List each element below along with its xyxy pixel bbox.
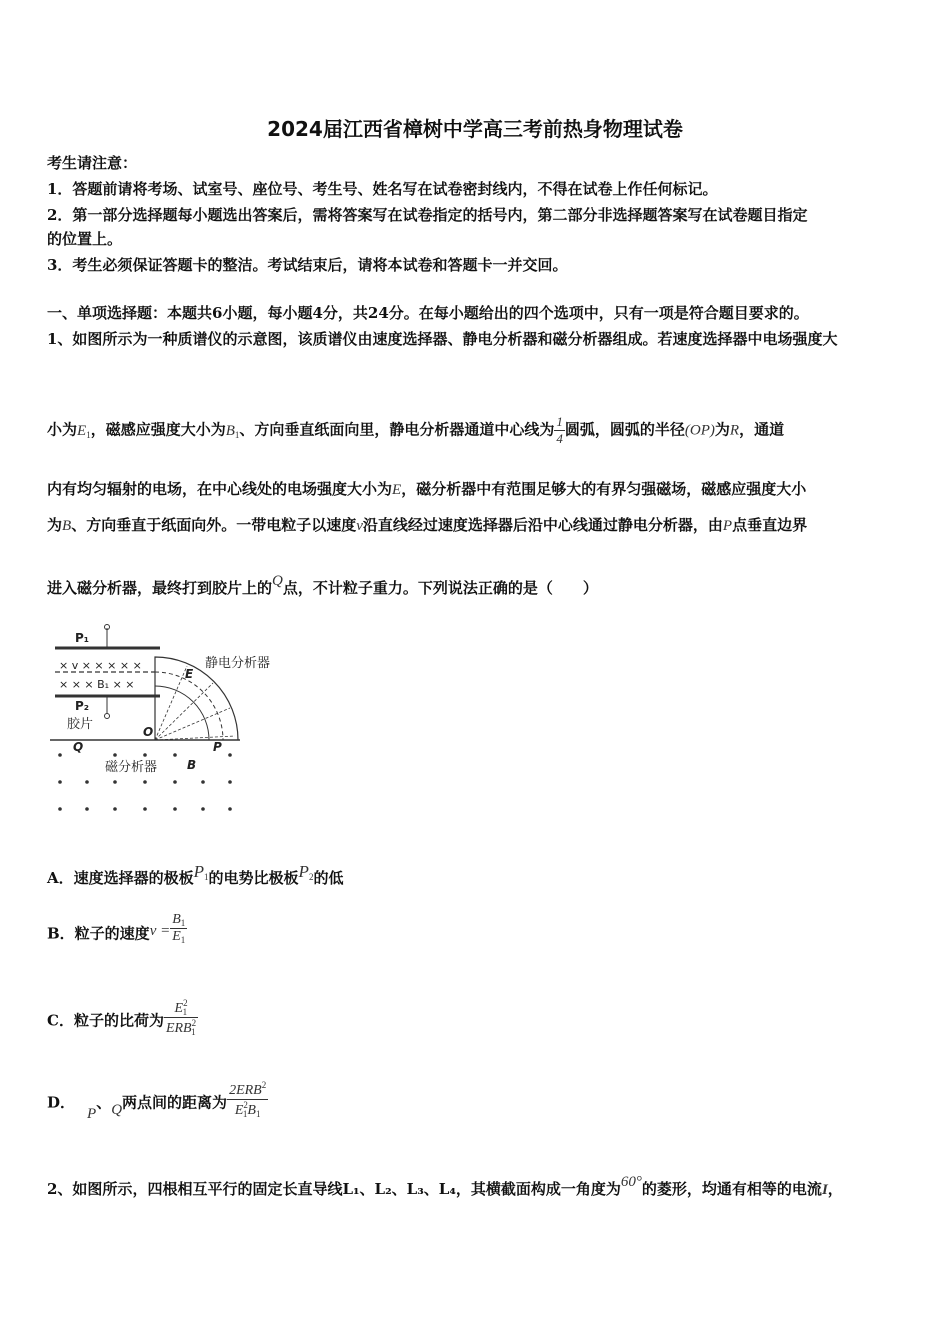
math-op: (OP) <box>684 422 715 439</box>
notice-item-1: 1．答题前请将考场、试室号、座位号、考生号、姓名写在试卷密封线内，不得在试卷上作任何标记。 <box>47 180 718 198</box>
label-q: Q <box>73 740 84 754</box>
math-B1: $B_1$ <box>225 422 240 440</box>
math-q: Q <box>272 573 283 589</box>
math-e: E <box>392 482 402 498</box>
label-film: 胶片 <box>67 717 94 732</box>
math-q-d: Q <box>111 1101 123 1118</box>
math-p: P <box>722 518 733 534</box>
cross-row-1: × v × × × × × <box>59 659 142 672</box>
math-b1-over-e1: $\frac{B_1}{E_1}$ <box>172 912 186 945</box>
notice-heading: 考生请注意： <box>47 154 138 172</box>
math-p2: $P_2$ <box>298 862 314 882</box>
option-d: D．P、Q两点间的距离为 $\frac{2ERB^2}{E^2_1B_1}$ <box>47 1080 267 1122</box>
math-p-d: P <box>87 1105 97 1122</box>
label-magnetic: 磁分析器 <box>105 760 158 775</box>
option-b: B．粒子的速度v = $\frac{B_1}{E_1}$ <box>47 912 186 945</box>
math-p1: $P_1$ <box>193 862 209 882</box>
notice-item-2: 2．第一部分选择题每小题选出答案后，需将答案写在试卷指定的括号内，第二部分非选择题答案写在试卷题目指定 <box>47 206 808 224</box>
q1-line-2: 小为$E_1$，磁感应强度大小为$B_1$、方向垂直纸面向里，静电分析器通道中心线为 $\frac{1}{4}$ 圆弧，圆弧的半径(OP)为R，通道 <box>47 414 785 446</box>
math-distance: $\frac{2ERB^2}{E^2_1B_1}$ <box>229 1080 267 1119</box>
page-title: 2024届江西省樟树中学高三考前热身物理试卷 <box>267 117 683 141</box>
label-p2: P₂ <box>75 699 90 713</box>
label-o: O <box>143 725 154 739</box>
mass-spectrometer-figure <box>45 620 295 820</box>
math-current: I <box>821 1182 828 1198</box>
math-charge-ratio: $\frac{E^2_1}{ERB^2_1}$ <box>165 998 197 1037</box>
math-b: B <box>62 518 72 534</box>
label-electrostatic: 静电分析器 <box>205 656 271 671</box>
math-E1: $E_1$ <box>77 422 91 440</box>
option-a: A．速度选择器的极板$P_1$的电势比极板$P_2$的低 <box>47 862 344 887</box>
math-v-eq: v = <box>149 922 171 939</box>
q1-line-1: 1、如图所示为一种质谱仪的示意图，该质谱仪由速度选择器、静电分析器和磁分析器组成。若速度选择器中电场强度大 <box>47 330 838 348</box>
notice-item-2-cont: 的位置上。 <box>47 230 123 248</box>
label-p1: P₁ <box>75 631 90 645</box>
q1-line-5: 进入磁分析器，最终打到胶片上的Q点，不计粒子重力。下列说法正确的是（ ） <box>47 573 598 597</box>
math-quarter: $\frac{1}{4}$ <box>556 414 563 446</box>
cross-row-2: × × × B₁ × × <box>59 678 135 691</box>
section-heading: 一、单项选择题：本题共6小题，每小题4分，共24分。在每小题给出的四个选项中，只有一项是符合题目要求的。 <box>47 304 809 322</box>
q2-line-1: 2、如图所示，四根相互平行的固定长直导线L₁、L₂、L₃、L₄，其横截面构成一角度为60°的菱形，均通有相等的电流I， <box>47 1174 843 1198</box>
math-angle: 60° <box>620 1174 642 1190</box>
math-v: v <box>356 518 363 534</box>
label-p: P <box>213 740 222 754</box>
notice-item-3: 3．考生必须保证答题卡的整洁。考试结束后，请将本试卷和答题卡一并交回。 <box>47 256 568 274</box>
q1-line-3: 内有均匀辐射的电场，在中心线处的电场强度大小为E，磁分析器中有范围足够大的有界匀强磁场，磁感应强度大小 <box>47 480 807 498</box>
math-r: R <box>729 422 740 439</box>
option-c: C．粒子的比荷为 $\frac{E^2_1}{ERB^2_1}$ <box>47 998 197 1037</box>
label-e: E <box>185 667 194 681</box>
label-b: B <box>187 758 197 772</box>
q1-line-4: 为B、方向垂直于纸面向外。一带电粒子以速度v沿直线经过速度选择器后沿中心线通过静电分析器，由P点垂直边界 <box>47 516 808 534</box>
